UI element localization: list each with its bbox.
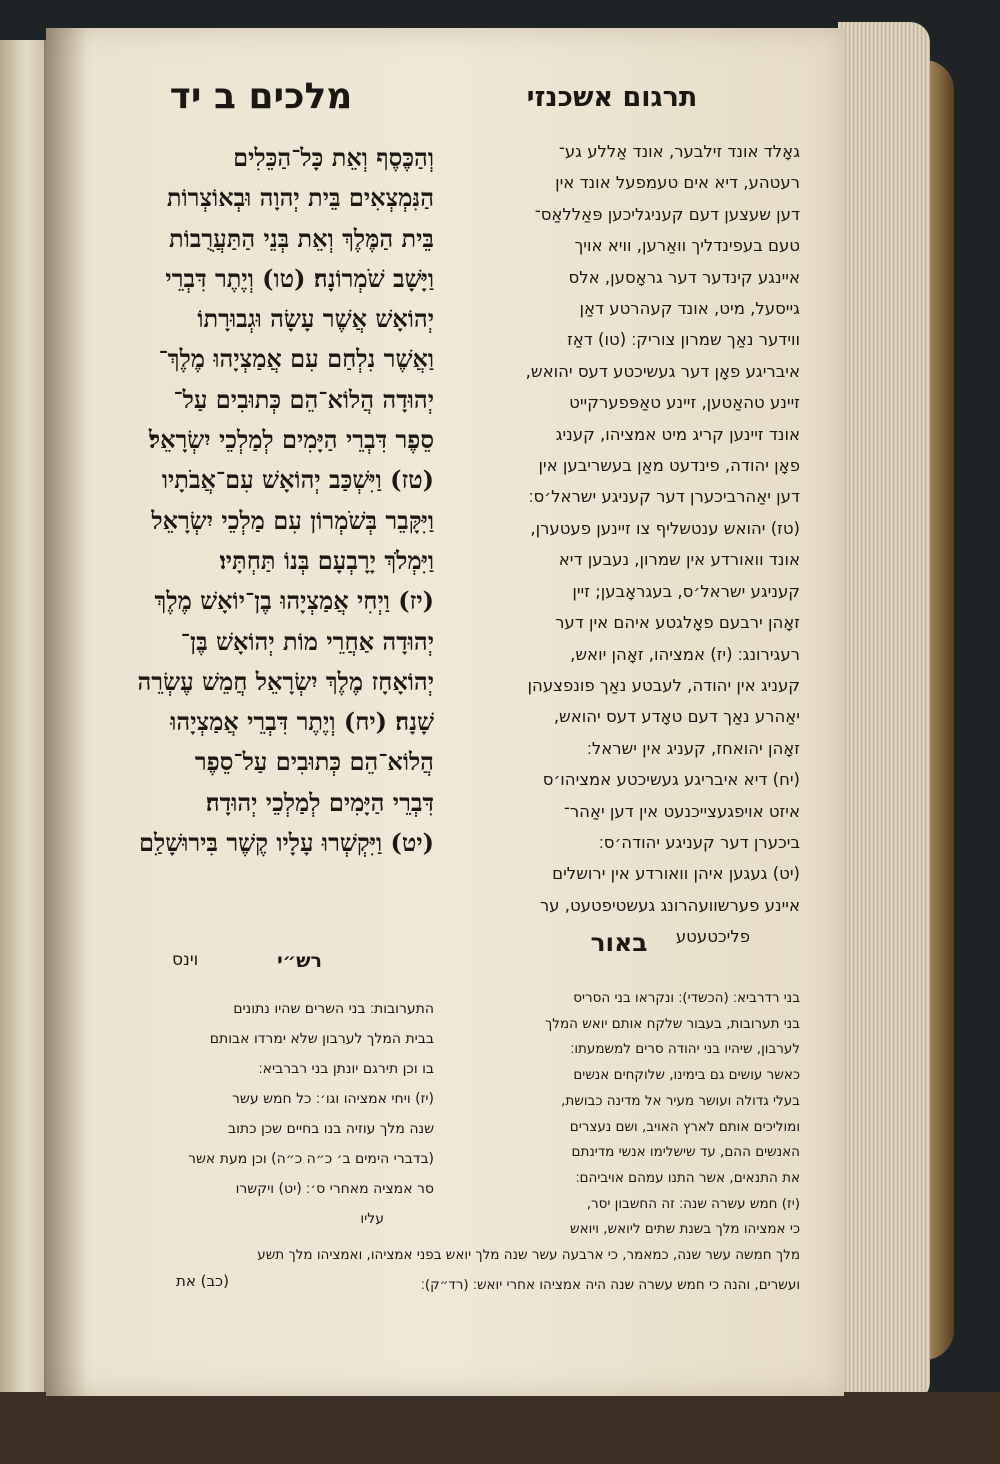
targum-line: איזט אויפגעצייכנעט אין דען יאַהר־ bbox=[563, 801, 800, 821]
targum-line: פאָן יהודה, פינדעט מאַן בעשריבען אין bbox=[538, 456, 800, 476]
targum-line: ביכערן דער קעניגע יהודה׳ס׃ bbox=[598, 832, 800, 852]
page-catchword: (כב) את bbox=[176, 1272, 229, 1290]
rashi-commentary bbox=[68, 994, 434, 1234]
targum-line: איינגע קינדער דער גראָסען, אלס bbox=[568, 267, 800, 287]
beur-commentary bbox=[438, 986, 800, 1243]
book-page bbox=[46, 28, 844, 1396]
bible-line: הֲלוֹא־הֵם כְּתוּבִים עַל־סֵפֶר bbox=[194, 747, 434, 777]
running-header-book: מלכים ב יד bbox=[169, 76, 353, 117]
targum-line: אונד וואורדע אין שמרון, נעבען דיא bbox=[558, 550, 800, 570]
rashi-line: (יז) ויחי אמציהו וגו׳׃ כל חמש עשר bbox=[232, 1091, 434, 1107]
beur-line: בני רדרביא׃ (הכשדי)׃ ונקראו בני הסריס bbox=[573, 990, 800, 1006]
bible-line: סֵפֶר דִּבְרֵי הַיָּמִים לְמַלְכֵי יִשְׂרָאֵל׃ bbox=[148, 425, 434, 455]
bible-line: יְהוֹאָחָז מֶלֶךְ יִשְׂרָאֵל חֲמֵשׁ עֶשְׂרֵה bbox=[137, 666, 434, 696]
targum-line: זאָהן ירבעם פאָלגטע איהם אין דער bbox=[555, 613, 800, 633]
targum-line: דען יאַהרביכערן דער קעניגע ישראל׳ס׃ bbox=[528, 487, 800, 507]
targum-line: (יח) דיא איבריגע געשיכטע אמציהו׳ס bbox=[542, 770, 800, 790]
rashi-heading: רש״י bbox=[277, 950, 322, 972]
beur-line: (יז) חמש עשרה שנה׃ זה החשבון יסר, bbox=[586, 1195, 800, 1212]
bible-line: וַאֲשֶׁר נִלְחַם עִם אֲמַצְיָהוּ מֶלֶךְ־ bbox=[158, 344, 434, 374]
targum-line: (טז) יהואש ענטשליף צו זיינען פעטערן, bbox=[530, 518, 800, 538]
bible-line: בֵּית הַמֶּלֶךְ וְאֵת בְּנֵי הַתַּעֲרֻבוֹת bbox=[169, 223, 434, 253]
bible-line: יְהוֹאָשׁ אֲשֶׁר עָשָׂה וּגְבוּרָתוֹ bbox=[197, 304, 434, 334]
rashi-catchword: וינס bbox=[172, 950, 199, 970]
bottom-note-line: ועשרים, והנה כי חמש עשרה שנה היה אמציהו אחרי יואש׃ (רד״ק)׃ bbox=[420, 1277, 800, 1293]
bible-line: וַיִּמְלֹךְ יָרָבְעָם בְּנוֹ תַּחְתָּיו׃ bbox=[219, 545, 434, 575]
bottom-note bbox=[70, 1240, 800, 1300]
targum-column bbox=[438, 136, 800, 953]
bible-line: הַנִּמְצְאִים בֵּית יְהוָה וּבְאוֹצְרוֹת bbox=[166, 183, 434, 213]
targum-line: איבריגע פאָן דער געשיכטע דעס יהואש, bbox=[525, 361, 800, 381]
targum-line: (יט) געגען איהן וואורדע אין ירושלים bbox=[552, 864, 800, 884]
bible-line: וַיָּשָׁב שֹׁמְרוֹנָה׃ (טו) וְיֶתֶר דִּבְרֵי bbox=[165, 263, 434, 293]
beur-line: האנשים ההם, עד שישלימו אנשי מדינתם bbox=[571, 1144, 800, 1161]
bible-line: דִּבְרֵי הַיָּמִים לְמַלְכֵי יְהוּדָה׃ bbox=[205, 787, 434, 817]
beur-line: כאשר עושים גם בימינו, שלוקחים אנשים bbox=[573, 1067, 800, 1084]
beur-line: בעלי גדולה ועושר מעיר אל מדינה כבושת, bbox=[561, 1092, 800, 1109]
bible-line: (טז) וַיִּשְׁכַּב יְהוֹאָשׁ עִם־אֲבֹתָיו bbox=[161, 465, 434, 495]
targum-line: יאַהרע נאַך דעם טאָדע דעס יהואש, bbox=[553, 707, 800, 727]
rashi-line: עליו bbox=[360, 1211, 384, 1227]
rashi-line: (בדברי הימים ב׳ כ״ה כ״ה) וכן מעת אשר bbox=[188, 1151, 434, 1167]
book-binding bbox=[0, 1392, 1000, 1464]
running-header-targum: תרגום אשכנזי bbox=[526, 82, 698, 113]
targum-line: קעניג אין יהודה, לעבטע נאַך פונפצעהן bbox=[527, 675, 800, 695]
rashi-line: בבית המלך לערבון שלא ימרדו אבותם bbox=[209, 1031, 434, 1047]
beur-line: כי אמציהו מלך בשנת שתים ליואש, ויואש bbox=[570, 1221, 800, 1238]
targum-line: קעניגע ישראל׳ס, בעגראָבען; זיין bbox=[572, 581, 800, 601]
bible-line: יְהוּדָה אַחֲרֵי מוֹת יְהוֹאָשׁ בֶּן־ bbox=[180, 626, 434, 656]
targum-line: זיינע טהאַטען, זיינע טאַפּפערקייט bbox=[569, 393, 800, 413]
targum-line: רעטהע, דיא אים טעמפעל אונד אין bbox=[555, 173, 800, 193]
beur-line: את התנאים, אשר התנו עמהם אויביהם׃ bbox=[575, 1169, 800, 1186]
previous-page-edge bbox=[0, 40, 46, 1420]
targum-line: דען שעצען דעם קעניגליכען פּאַללאַס־ bbox=[534, 204, 800, 224]
rashi-line: התערובות׃ בני השרים שהיו נתונים bbox=[233, 1001, 434, 1017]
beur-line: בני תערובות, בעבור שלקח אותם יואש המלך bbox=[545, 1015, 800, 1032]
bible-line: (יז) וַיְחִי אֲמַצְיָהוּ בֶן־יוֹאָשׁ מֶלֶךְ bbox=[154, 586, 434, 616]
targum-line: רעגירונג׃ (יז) אמציהו, זאָהן יואש, bbox=[570, 644, 800, 664]
rashi-line: שנה מלך עוזיה בנו בחיים שכן כתוב bbox=[227, 1121, 434, 1137]
beur-line: ומוליכים אותם לארץ האויב, ושם נעצרים bbox=[569, 1118, 800, 1135]
beur-line: לערבון, שיהיו בני יהודה סרים למשמעתו׃ bbox=[570, 1041, 800, 1058]
targum-line: טעם בעפינדליך וואַרען, וויא אויך bbox=[574, 236, 800, 256]
beur-heading: באור bbox=[590, 928, 648, 957]
rashi-line: סר אמציה מאחרי ס׳׃ (יט) ויקשרו bbox=[235, 1181, 434, 1197]
bottom-note-line: מלך חמשה עשר שנה, כמאמר, כי ארבעה עשר שנה מלך יואש בפני אמציהו, ואמציהו מלך תשע bbox=[257, 1247, 800, 1263]
targum-line: איינע פערשוועהרונג געשטיפטעט, ער bbox=[539, 895, 800, 915]
bible-line: וְהַכֶּסֶף וְאֵת כָּל־הַכֵּלִים bbox=[233, 143, 434, 172]
targum-line: אונד זיינען קריג מיט אמציהו, קעניג bbox=[555, 424, 800, 444]
targum-line: גייסעל, מיט, אונד קעהרטע דאַן bbox=[579, 299, 800, 319]
targum-line: ווידער נאַך שמרון צוריק׃ (טו) דאַז bbox=[567, 330, 800, 350]
page-edges bbox=[838, 22, 930, 1402]
targum-line: פליכטעטע bbox=[675, 927, 750, 947]
rashi-line: בו וכן תירגם יונתן בני רברביא׃ bbox=[258, 1061, 434, 1077]
bible-text-column bbox=[66, 138, 434, 863]
bible-line: (יט) וַיִּקְשְׁרוּ עָלָיו קֶשֶׁר בִּירוּשָׁלַ͏ִם bbox=[139, 828, 434, 858]
bible-line: וַיִּקָּבֵר בְּשֹׁמְרוֹן עִם מַלְכֵי יִשְׂרָאֵל bbox=[151, 505, 434, 535]
bible-line: שָׁנָה׃ (יח) וְיֶתֶר דִּבְרֵי אֲמַצְיָהוּ bbox=[170, 707, 434, 737]
bible-line: יְהוּדָה הֲלוֹא־הֵם כְּתוּבִים עַל־ bbox=[173, 384, 434, 414]
targum-line: גאָלד אונד זילבער, אונד אַללע גע־ bbox=[558, 142, 800, 161]
targum-line: זאָהן יהואחז, קעניג אין ישראל׃ bbox=[586, 738, 800, 758]
